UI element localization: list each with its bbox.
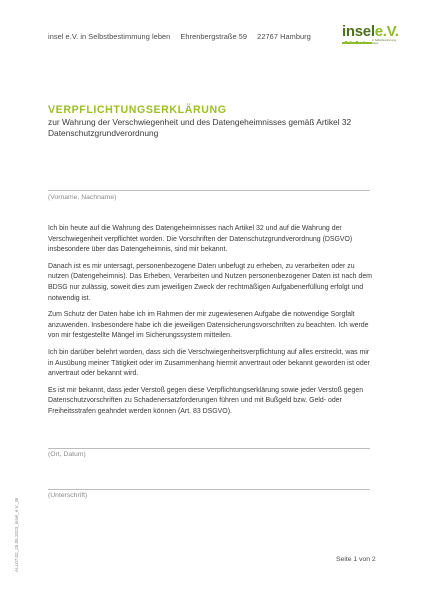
document-code: ALL07.02_25.05.2023_insel_e.V._BI [14, 497, 19, 572]
logo-wordmark: insele.V. [342, 23, 399, 40]
signature-label: (Unterschrift) [48, 492, 88, 499]
name-field-label: (Vorname, Nachname) [48, 194, 117, 201]
document-title: VERPFLICHTUNGSERKLÄRUNG [48, 104, 227, 116]
paragraph: Ich bin heute auf die Wahrung des Datengeheimnisses nach Artikel 32 und auf die Wahrung der Verschwiegenheit verpflichtet worden. Die Vorschriften der Datenschutzgrundverordnung (DSGVO) insbesondere über das Datengeheimnis, sind mir bekannt. [48, 225, 353, 254]
paragraph: Zum Schutz der Daten habe ich im Rahmen der mir zugewiesenen Aufgabe die notwendige Sorgfalt anzuwenden. Insbesondere habe ich die jeweiligen Datensicherungsvorschriften zu beachten. Ich werde von mir festgestellte Mängel im Sicherungssystem mitteilen. [48, 311, 369, 340]
place-date-label: (Ort, Datum) [48, 451, 86, 458]
signature-line [48, 489, 370, 490]
name-line [48, 190, 370, 191]
document-subtitle: zur Wahrung der Verschwiegenheit und des Datengeheimnisses gemäß Artikel 32 Datenschutzgrundverordnung [48, 117, 352, 138]
page-number: Seite 1 von 2 [336, 556, 376, 563]
paragraph: Danach ist es mir untersagt, personenbezogene Daten unbefugt zu erheben, zu verarbeiten oder zu nutzen (Datengeheimnis). Das Erheben, Verarbeiten und Nutzen personenbezogener Daten ist nach dem BDSG nur zulässig, soweit dies zum jeweiligen Zweck der rechtmäßigen Aufgabenerfüllung erfolgt und notwendig ist. [48, 262, 372, 302]
place-date-line [48, 448, 370, 449]
paragraph: Es ist mir bekannt, dass jeder Verstoß gegen diese Verpflichtungserklärung sowie jeder Verstoß gegen Datenschutzvorschriften zu Schadenersatzforderungen führen und mit Bußgeld bzw. Geld- oder Freiheitsstrafen geahndet werden können (Art. 83 DSGVO). [48, 386, 364, 415]
header-address [48, 32, 319, 41]
header-city: 22767 Hamburg [257, 32, 311, 41]
logo-tagline: in Selbstbestimmung leben [372, 39, 397, 45]
logo-skyline-icon [342, 41, 372, 44]
paragraph: Ich bin darüber belehrt worden, dass sich die Verschwiegenheitsverpflichtung auf alles erstreckt, was mir in Ausübung meiner Tätigkeit oder im Zusammenhang hiermit anvertraut oder bekannt geworden ist oder anvertraut oder bekannt wird. [48, 348, 370, 378]
declaration-body [48, 224, 373, 424]
header-org-name: insel e.V. in Selbstbestimmung leben [48, 32, 171, 41]
header-street: Ehrenbergstraße 59 [180, 32, 248, 41]
insel-logo [342, 23, 399, 47]
